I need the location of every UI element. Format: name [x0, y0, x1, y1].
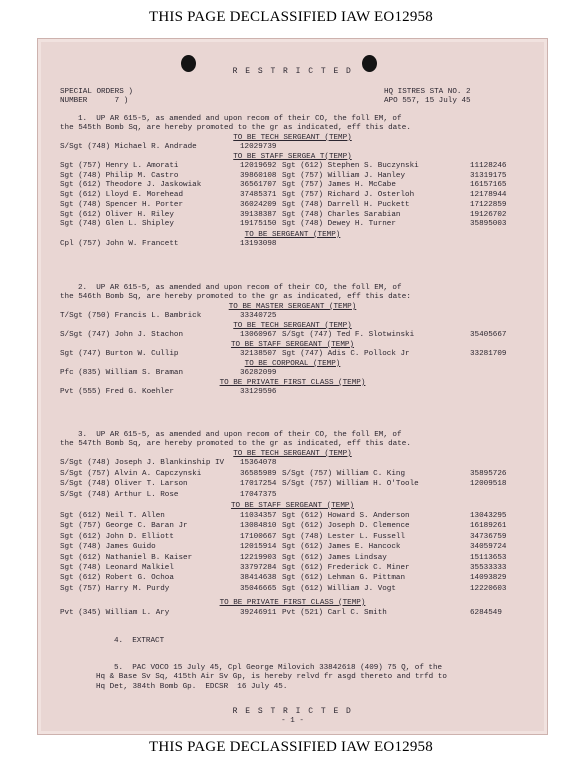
roster-name: Sgt (612) Lehman G. Pittman	[282, 574, 406, 583]
section-heading: TO BE PRIVATE FIRST CLASS (TEMP)	[219, 599, 366, 607]
serial-number: 31319175	[470, 171, 507, 180]
classification-footer: R E S T R I C T E D	[232, 707, 353, 716]
roster-name: Sgt (748) Leonard Malkiel	[60, 564, 174, 572]
document-page	[37, 38, 548, 735]
roster-name: Sgt (612) Nathaniel B. Kaiser	[60, 553, 193, 562]
serial-number: 37485371	[240, 191, 277, 200]
roster-name: Sgt (612) William J. Vogt	[282, 584, 396, 593]
serial-number: 38414638	[240, 574, 277, 583]
roster-name: Sgt (747) Burton W. Cullip	[60, 350, 179, 358]
roster-name: Sgt (612) Joseph D. Clemence	[282, 522, 410, 531]
serial-number: 33340725	[240, 312, 277, 320]
serial-number: 11128246	[470, 162, 507, 170]
roster-row	[60, 533, 540, 542]
roster-name: Sgt (748) Philip M. Castro	[60, 171, 179, 180]
serial-number: 35533333	[470, 564, 507, 572]
roster-row	[60, 554, 540, 563]
serial-number: 33281709	[470, 350, 507, 358]
roster-name: Sgt (748) Dewey H. Turner	[282, 220, 396, 229]
roster-name: Sgt (612) John D. Elliott	[60, 532, 174, 541]
roster-row	[60, 609, 540, 618]
roster-row	[60, 574, 540, 583]
paragraph-2-line-1: 2. UP AR 615-5, as amended and upon recom of their CO, the foll EM, of	[78, 284, 402, 292]
section-heading: TO BE STAFF SERGEANT (TEMP)	[230, 341, 355, 349]
roster-name: Sgt (748) Darrell H. Puckett	[282, 200, 410, 209]
roster-name: Sgt (748) Charles Sarabian	[282, 210, 401, 219]
serial-number: 13084810	[240, 522, 277, 531]
roster-name: Sgt (757) William J. Hanley	[282, 171, 406, 180]
roster-row	[60, 369, 540, 378]
roster-row	[60, 331, 540, 340]
serial-number: 35405667	[470, 331, 507, 339]
roster-name: Pvt (521) Carl C. Smith	[282, 609, 387, 617]
serial-number: 12015914	[240, 543, 277, 552]
roster-row	[60, 491, 540, 500]
roster-name: Sgt (757) Henry L. Amorati	[60, 162, 179, 170]
serial-number: 13193098	[240, 240, 277, 248]
serial-number: 14093829	[470, 574, 507, 583]
serial-number: 15113653	[470, 553, 507, 562]
roster-name: Sgt (612) Lloyd E. Morehead	[60, 191, 184, 200]
roster-name: Cpl (757) John W. Francett	[60, 240, 179, 248]
roster-name: Sgt (757) Harry M. Purdy	[60, 584, 170, 593]
serial-number: 39138387	[240, 210, 277, 219]
paragraph-2-line-2: the 546th Bomb Sq, are hereby promoted to the gr as indicated, eff this date:	[60, 293, 411, 301]
roster-row	[60, 543, 540, 552]
serial-number: 12219903	[240, 553, 277, 562]
roster-row	[60, 162, 540, 171]
serial-number: 12019692	[240, 162, 277, 170]
roster-name: Sgt (612) Robert G. Ochoa	[60, 574, 174, 583]
roster-name: Sgt (612) Theodore J. Jaskowiak	[60, 181, 202, 190]
page-number: - 1 -	[281, 717, 304, 725]
headquarters-label: HQ ISTRES STA NO. 2	[384, 88, 471, 96]
serial-number: 6284549	[470, 609, 502, 617]
serial-number: 39246911	[240, 609, 277, 617]
serial-number: 17100667	[240, 532, 277, 541]
order-number: NUMBER 7 )	[60, 97, 129, 105]
serial-number: 13060967	[240, 331, 277, 339]
paragraph-5-line-2: Hq & Base Sv Sq, 415th Air Sv Gp, is hereby relvd fr asgd thereto and trfd to	[96, 673, 447, 681]
roster-row	[60, 220, 540, 229]
paragraph-1-line-2: the 545th Bomb Sq, are hereby promoted to the gr as indicated, eff this date.	[60, 124, 411, 132]
section-heading: TO BE TECH SERGEANT (TEMP)	[233, 450, 352, 458]
roster-name: S/Sgt (748) Joseph J. Blankinship IV	[60, 459, 225, 467]
roster-row	[60, 522, 540, 531]
serial-number: 12220603	[470, 584, 507, 593]
roster-name: Sgt (612) Stephen S. Buczynski	[282, 162, 419, 170]
serial-number: 19126702	[470, 210, 507, 219]
serial-number: 17017254	[240, 480, 277, 488]
roster-row	[60, 312, 540, 321]
serial-number: 36585989	[240, 469, 277, 478]
roster-name: Sgt (747) Adis C. Pollock Jr	[282, 350, 410, 358]
serial-number: 19175150	[240, 220, 277, 229]
roster-name: Sgt (612) James Lindsay	[282, 553, 387, 562]
roster-name: Pvt (345) William L. Ary	[60, 609, 170, 617]
roster-name: S/Sgt (757) Alvin A. Capczynski	[60, 469, 202, 478]
roster-name: Sgt (612) Frederick C. Miner	[282, 564, 410, 572]
serial-number: 12029739	[240, 143, 277, 151]
roster-row	[60, 585, 540, 594]
roster-name: Sgt (748) Spencer H. Porter	[60, 200, 184, 209]
serial-number: 36282099	[240, 369, 277, 377]
roster-name: S/Sgt (757) William H. O'Toole	[282, 480, 419, 488]
section-heading: TO BE STAFF SERGEA T(TEMP)	[233, 153, 352, 161]
serial-number: 33129596	[240, 388, 277, 396]
roster-name: Sgt (748) Glen L. Shipley	[60, 220, 174, 229]
section-heading: TO BE TECH SERGEANT (TEMP)	[233, 322, 352, 330]
serial-number: 13043295	[470, 512, 507, 520]
roster-name: Sgt (748) Lester L. Fussell	[282, 532, 406, 541]
declassified-banner-top: THIS PAGE DECLASSIFIED IAW EO12958	[149, 9, 433, 25]
roster-name: S/Sgt (748) Arthur L. Rose	[60, 490, 179, 499]
serial-number: 35895726	[470, 469, 507, 478]
serial-number: 12009518	[470, 480, 507, 488]
section-heading: TO BE PRIVATE FIRST CLASS (TEMP)	[219, 379, 366, 387]
roster-name: Sgt (757) George C. Baran Jr	[60, 522, 188, 531]
classification-header: R E S T R I C T E D	[232, 67, 353, 76]
roster-row	[60, 191, 540, 200]
section-heading: TO BE MASTER SERGEANT (TEMP)	[228, 303, 357, 311]
serial-number: 17047375	[240, 490, 277, 499]
paragraph-3-line-2: the 547th Bomb Sq, are hereby promoted to the gr as indicated, eff this date.	[60, 440, 411, 448]
roster-name: T/Sgt (750) Francis L. Bambrick	[60, 312, 202, 320]
roster-name: S/Sgt (748) Oliver T. Larson	[60, 480, 188, 488]
roster-name: Sgt (612) Oliver H. Riley	[60, 210, 174, 219]
roster-name: S/Sgt (747) Ted F. Slotwinski	[282, 331, 415, 339]
serial-number: 33797284	[240, 564, 277, 572]
special-orders-label: SPECIAL ORDERS )	[60, 88, 133, 96]
serial-number: 39860108	[240, 171, 277, 180]
apo-date: APO 557, 15 July 45	[384, 97, 471, 105]
roster-row	[60, 512, 540, 521]
paragraph-5-line-1: 5. PAC VOCO 15 July 45, Cpl George Milovich 33842618 (409) 75 Q, of the	[114, 664, 443, 672]
roster-row	[60, 211, 540, 220]
paragraph-3-line-1: 3. UP AR 615-5, as amended and upon recom of their CO, the foll EM, of	[78, 431, 402, 439]
serial-number: 35895003	[470, 220, 507, 229]
serial-number: 16157165	[470, 181, 507, 190]
section-heading: TO BE CORPORAL (TEMP)	[244, 360, 341, 368]
roster-name: S/Sgt (748) Michael R. Andrade	[60, 143, 197, 151]
roster-row	[60, 388, 540, 397]
roster-name: Sgt (612) Howard S. Anderson	[282, 512, 410, 520]
serial-number: 35046665	[240, 584, 277, 593]
roster-name: Sgt (757) Richard J. Osterloh	[282, 191, 415, 200]
declassified-banner-bottom: THIS PAGE DECLASSIFIED IAW EO12958	[149, 739, 433, 755]
roster-row	[60, 143, 540, 152]
serial-number: 34059724	[470, 543, 507, 552]
roster-row	[60, 181, 540, 190]
serial-number: 11034357	[240, 512, 277, 520]
roster-row	[60, 350, 540, 359]
serial-number: 32138507	[240, 350, 277, 358]
paragraph-1-line-1: 1. UP AR 615-5, as amended and upon recom of their CO, the foll EM, of	[78, 115, 402, 123]
roster-row	[60, 240, 540, 249]
roster-row	[60, 459, 540, 468]
roster-name: S/Sgt (757) William C. King	[282, 469, 406, 478]
roster-name: Sgt (612) Neil T. Allen	[60, 512, 165, 520]
section-heading: TO BE STAFF SERGEANT (TEMP)	[230, 502, 355, 510]
roster-name: Sgt (612) James E. Hancock	[282, 543, 401, 552]
roster-row	[60, 470, 540, 479]
serial-number: 17122859	[470, 200, 507, 209]
roster-row	[60, 172, 540, 181]
paragraph-5-line-3: Hq Det, 384th Bomb Gp. EDCSR 16 July 45.	[96, 683, 288, 691]
serial-number: 34736759	[470, 532, 507, 541]
roster-name: Sgt (748) James Guido	[60, 543, 156, 552]
serial-number: 12178944	[470, 191, 507, 200]
roster-name: Pvt (555) Fred G. Koehler	[60, 388, 174, 396]
section-heading: TO BE TECH SERGEANT (TEMP)	[233, 134, 352, 142]
roster-name: S/Sgt (747) John J. Stachon	[60, 331, 184, 339]
serial-number: 36024209	[240, 200, 277, 209]
serial-number: 16189261	[470, 522, 507, 531]
roster-name: Pfc (835) William S. Braman	[60, 369, 184, 377]
serial-number: 15364078	[240, 459, 277, 467]
roster-row	[60, 480, 540, 489]
section-heading: TO BE SERGEANT (TEMP)	[244, 231, 341, 239]
roster-name: Sgt (757) James H. McCabe	[282, 181, 396, 190]
serial-number: 36561707	[240, 181, 277, 190]
paragraph-4-extract: 4. EXTRACT	[114, 637, 165, 645]
roster-row	[60, 201, 540, 210]
roster-row	[60, 564, 540, 573]
